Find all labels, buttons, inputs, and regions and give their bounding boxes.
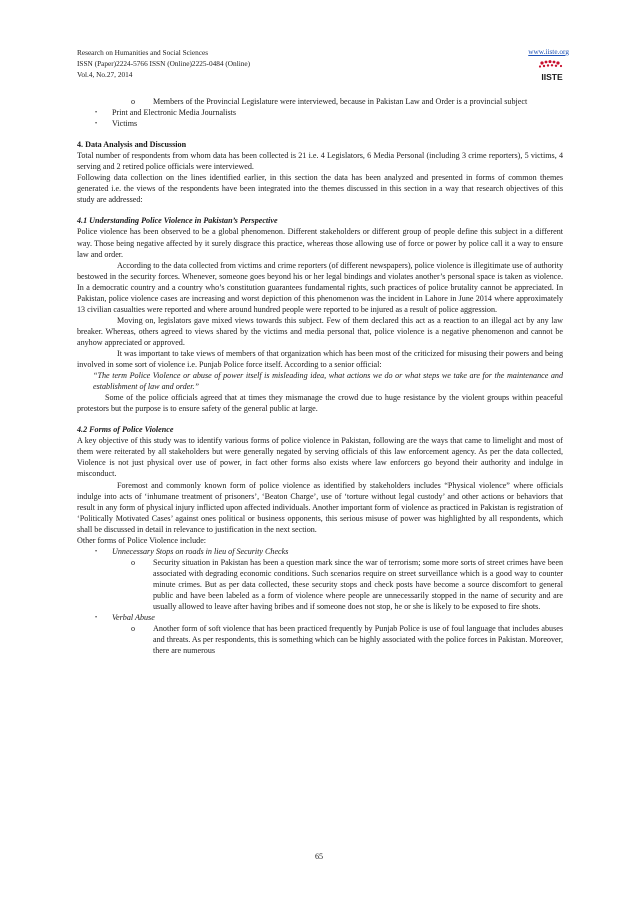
list-item: o Another form of soft violence that has been practiced frequently by Punjab Police is use of foul language that includes abuses and threats. As per respondents, this is something which can be highly associated with the police forces in Pakistan. Moreover, there are numerous [131,624,563,656]
paragraph: Moving on, legislators gave mixed views towards this subject. Few of them declared this act as a reaction to an illegal act by any law breaker. Whereas, others agreed to views shared by the victims and media personal that, police violence is a negative phenomenon and cannot be anyhow appreciated or approved. [77,315,563,347]
iiste-logo-icon [536,60,568,82]
logo-text: IISTE [541,72,563,82]
list-item: • Victims [95,119,138,129]
paragraph: According to the data collected from victims and crime reporters (of different newspapers), police violence is illegitimate use of authority bestowed in the security forces. Whenever, someone goes beyond his or her legal bindings and violates another’s personal space is taken as violence. In a democratic country and a country who’s constitution guarantees fundamental rights, such practices of police brutality cannot be appreciated. In Pakistan, police violence cases are increasing and worst depiction of this phenomenon was the incident in Lahore in June 2014 where approximately 13 civilian casualties were reported and where around hundred people were reported to be injured as a result of police aggression. [77,260,563,314]
subsection-heading: 4.2 Forms of Police Violence [77,425,174,435]
list-item: • Unnecessary Stops on roads in lieu of Security Checks [95,546,289,556]
section-heading: 4. Data Analysis and Discussion [77,140,187,150]
journal-header [77,47,250,80]
paragraph: Following data collection on the lines identified earlier, in this section the data has been analyzed and presented in forms of common themes generated i.e. the views of the respondents have been integrated into the themes discussed in this section in a way that research objectives of this study are addressed: [77,173,563,205]
subsection-heading: 4.1 Understanding Police Violence in Pakistan’s Perspective [77,216,278,226]
list-item: • Verbal Abuse [95,613,155,623]
page-body [77,96,563,656]
list-item: • Print and Electronic Media Journalists [95,108,237,118]
journal-volume: Vol.4, No.27, 2014 [77,70,133,79]
journal-title: Research on Humanities and Social Sciences [77,48,209,57]
paragraph: Other forms of Police Violence include: [77,535,207,545]
website-link[interactable]: www.iiste.org [528,47,569,56]
paragraph: Foremost and commonly known form of police violence as identified by stakeholders includes “Physical violence” where officials indulge into acts of ‘inhumane treatment of prisoners’, ‘Beaton Charge’, use of ‘torture without legal custody’ and other actions or behaviors that result in any form of physical injury inflicted upon affected individuals. Another important form of violence as practiced in Pakistan is registration of ‘Politically Motivated Cases’ against ones political or business opponents, this serious misuse of power was highlighted by all respondents, which shall be discussed in detail in relevance to justification in the next section. [77,480,563,534]
list-item: o Security situation in Pakistan has been a question mark since the war of terrorism; some more sorts of street crimes have been associated with degrading economic conditions. Such scenarios require on street surveillance which is a good way to counter minute crimes. But as per data collected, these security stops and check posts have become a source discomfort to general public and have been labeled as a form of violence where people are unnecessarily stopped in the name of security and are usually allowed to leave after having bribes and if someone does not stop, he or she is likely to be exposed to fire shots. [131,557,563,612]
paragraph: Some of the police officials agreed that at times they mismanage the crowd due to huge resistance by the violent groups within peaceful protestors but the purpose is to ensure safety of the general public at large. [77,393,563,414]
list-item: o Members of the Provincial Legislature were interviewed, because in Pakistan Law and Order is a provincial subject [131,97,528,106]
paragraph: A key objective of this study was to identify various forms of police violence in Pakistan, following are the ways that came to limelight and most of them were reiterated by all stakeholders but were generally negated by serving officials of this law enforcement agency. As per the data collected, Violence is not just physical over use of power, in fact other forms also exists where law enforcers go beyond their authority and indulge in misconduct. [77,436,563,479]
block-quote: “The term Police Violence or abuse of power itself is misleading idea, what actions we do or what steps we take are for the maintenance and establishment of law and order.” [93,371,563,392]
page-number: 65 [314,852,324,861]
paragraph: Total number of respondents from whom data has been collected is 21 i.e. 4 Legislators, 6 Media Personal (including 3 crime reporters), 5 victims, 4 serving and 2 retired police officials were interviewed. [77,151,563,172]
paragraph: It was important to take views of members of that organization which has been most of the criticized for misusing their powers and being involved in some sort of violence i.e. Punjab Police force itself. According to a senior official: [77,348,563,370]
journal-issn: ISSN (Paper)2224-5766 ISSN (Online)2225-0484 (Online) [77,59,251,68]
paragraph: Police violence has been observed to be a global phenomenon. Different stakeholders or different group of people define this subject in a different way. Those being negative affected by it surely disgrace this practice, whereas those allowing use of force or power by police call it a way to ensure law and order. [77,227,563,259]
